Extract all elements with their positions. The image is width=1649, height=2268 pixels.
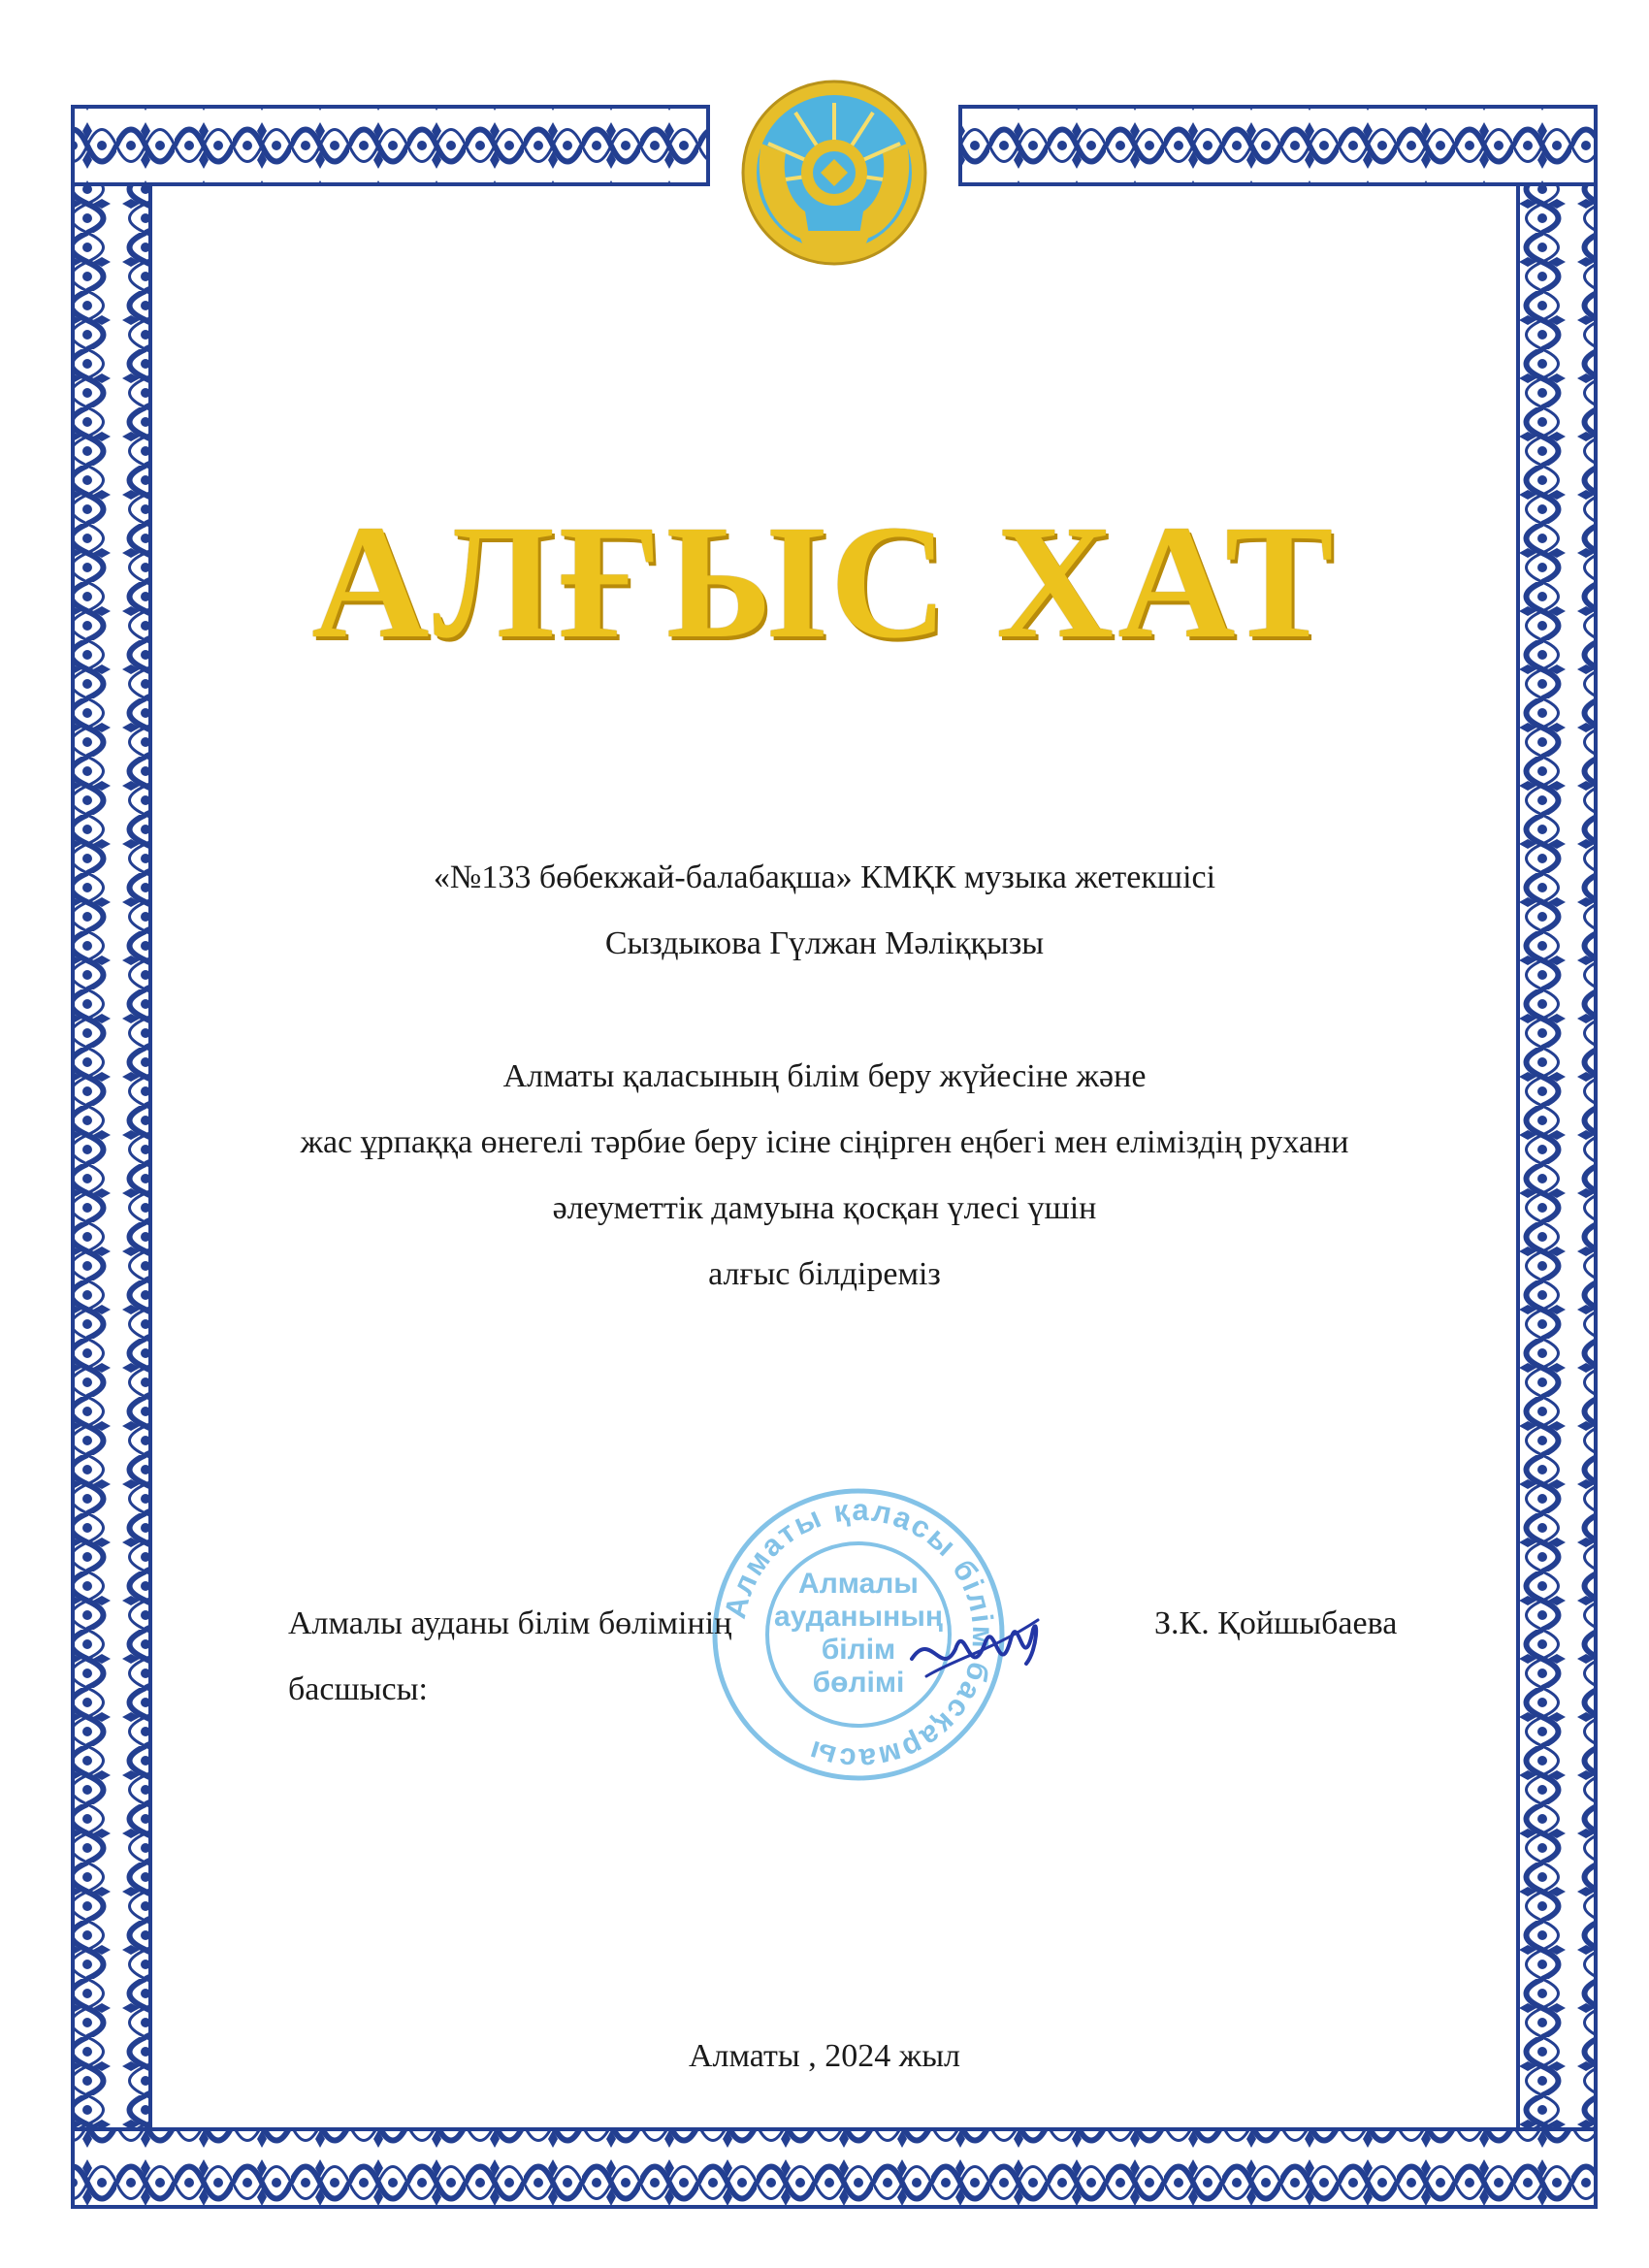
state-emblem-icon: [737, 76, 931, 270]
body-line-3: әлеуметтік дамуына қосқан үлесі үшін: [552, 1190, 1097, 1226]
body-line-4: алғыс білдіреміз: [708, 1256, 941, 1292]
seal-center-line-3: білім: [821, 1634, 896, 1666]
page-title: АЛҒЫС ХАТ: [311, 492, 1338, 672]
seal-center-line-1: Алмалы: [798, 1568, 919, 1600]
recipient-line-1: «№133 бөбекжай-балабақша» КМҚК музыка жетекшісі: [433, 859, 1216, 895]
signatory-position-line-1: Алмалы ауданы білім бөлімінің: [288, 1605, 732, 1641]
signatory-position-line-2: басшысы:: [288, 1671, 428, 1707]
place-and-year: Алматы , 2024 жыл: [688, 2038, 961, 2074]
seal-center-line-2: ауданының: [774, 1601, 943, 1633]
body-line-1: Алматы қаласының білім беру жүйесіне және: [502, 1058, 1147, 1094]
signature-icon: [902, 1591, 1048, 1707]
body-line-2: жас ұрпаққа өнегелі тәрбие беру ісіне сіңірген еңбегі мен еліміздің рухани: [300, 1124, 1349, 1160]
seal-center-line-4: бөлімі: [812, 1667, 905, 1699]
recipient-name: Сыздыкова Гүлжан Мәліққызы: [604, 925, 1045, 961]
signatory-name: З.К. Қойшыбаева: [1154, 1605, 1398, 1641]
seal-ring-text: Алматы қаласы білім басқармасы: [718, 1492, 1001, 1777]
